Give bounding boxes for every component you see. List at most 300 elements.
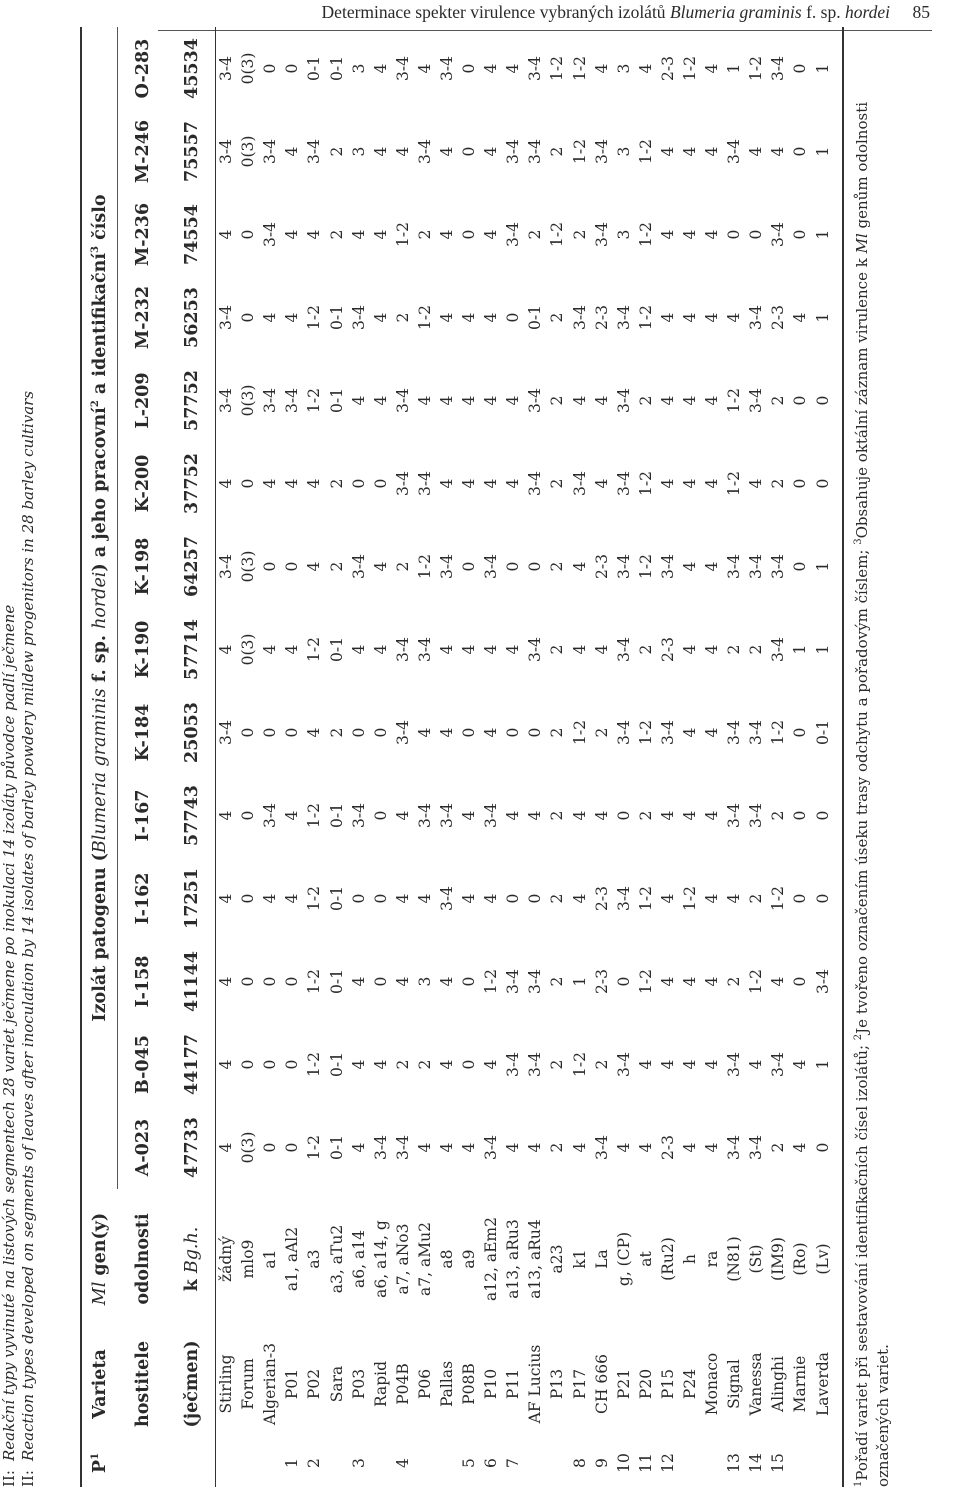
cell-reaction-type: 1-2 — [482, 969, 501, 994]
cell-reaction-type: 4 — [482, 312, 501, 323]
cell-reaction-type: 0 — [813, 478, 832, 489]
cell-reaction-type: 0(3) — [239, 633, 258, 666]
cell-reaction-type: 2 — [548, 893, 567, 904]
cell-reaction-type: 2 — [636, 810, 655, 821]
cell-reaction-type: 4 — [283, 146, 302, 157]
cell-p-order: 3 — [349, 1458, 368, 1468]
cell-reaction-type: 1-2 — [570, 56, 589, 81]
cell-p-order — [436, 1439, 458, 1487]
table-caption-english — [19, 27, 37, 1487]
cell-reaction-type: 2 — [548, 561, 567, 572]
cell-reaction-type: 3-4 — [504, 222, 523, 247]
cell-reaction-type: 4 — [371, 63, 390, 74]
header-row — [82, 27, 118, 1487]
cell-reaction-type: 3 — [614, 229, 633, 240]
cell-variety: Forum — [239, 1358, 258, 1410]
cell-reaction-type: 4 — [305, 727, 324, 738]
cell-reaction-type: 3-4 — [725, 803, 744, 828]
cell-reaction-type: 3-4 — [725, 720, 744, 745]
cell-reaction-type: 4 — [658, 312, 677, 323]
cell-reaction-type: 0 — [791, 893, 810, 904]
cell-reaction-type: 1 — [813, 146, 832, 157]
cell-genes: ra — [703, 1250, 722, 1268]
cell-reaction-type: 4 — [681, 1142, 700, 1153]
cell-reaction-type: 4 — [371, 644, 390, 655]
cell-reaction-type: 0 — [283, 727, 302, 738]
cell-reaction-type: 1-2 — [305, 637, 324, 662]
cell-reaction-type: 4 — [504, 63, 523, 74]
cell-reaction-type: 1-2 — [636, 471, 655, 496]
cell-genes: at — [636, 1251, 655, 1267]
cell-reaction-type: 4 — [371, 395, 390, 406]
cell-reaction-type: 2 — [636, 395, 655, 406]
cell-reaction-type: 0 — [261, 976, 280, 987]
col-header-isolate-id: 45534 — [181, 38, 202, 99]
cell-reaction-type: 0 — [239, 1059, 258, 1070]
cell-reaction-type: 3-4 — [747, 720, 766, 745]
cell-reaction-type: 4 — [460, 810, 479, 821]
cell-reaction-type: 1-2 — [636, 139, 655, 164]
col-header-isolate-id: 41144 — [181, 951, 202, 1012]
col-header-isolate: O-283 — [133, 38, 153, 99]
table-row — [701, 27, 723, 1487]
cell-reaction-type: 4 — [393, 810, 412, 821]
cell-reaction-type: 1-2 — [305, 1052, 324, 1077]
cell-p-order — [679, 1439, 701, 1487]
cell-reaction-type: 0-1 — [327, 637, 346, 662]
cell-reaction-type: 0 — [261, 561, 280, 572]
cell-reaction-type: 0 — [791, 395, 810, 406]
cell-reaction-type: 4 — [371, 1059, 390, 1070]
cell-reaction-type: 1-2 — [636, 720, 655, 745]
cell-reaction-type: 3-4 — [437, 554, 456, 579]
cell-variety: P20 — [636, 1368, 655, 1400]
table-row — [613, 27, 635, 1487]
cell-reaction-type: 4 — [592, 810, 611, 821]
cell-reaction-type: 4 — [703, 810, 722, 821]
cell-reaction-type: 3-4 — [725, 1135, 744, 1160]
cell-reaction-type: 0 — [349, 727, 368, 738]
cell-reaction-type: 4 — [614, 1142, 633, 1153]
cell-reaction-type: 1-2 — [415, 305, 434, 330]
cell-variety: P13 — [548, 1368, 567, 1400]
cell-reaction-type: 3-4 — [592, 139, 611, 164]
cell-p-order: 10 — [614, 1453, 633, 1473]
cell-p-order: 7 — [504, 1458, 523, 1468]
cell-reaction-type: 4 — [217, 1142, 236, 1153]
cell-reaction-type: 3-4 — [725, 554, 744, 579]
cell-reaction-type: 4 — [217, 893, 236, 904]
table-row — [679, 27, 701, 1487]
cell-variety: P08B — [460, 1363, 479, 1405]
cell-genes: a6, a14 — [349, 1230, 368, 1288]
cell-reaction-type: 0 — [283, 561, 302, 572]
cell-reaction-type: 0-1 — [327, 1052, 346, 1077]
cell-reaction-type: 0 — [371, 727, 390, 738]
cell-reaction-type: 4 — [526, 810, 545, 821]
cell-reaction-type: 2 — [327, 727, 346, 738]
cell-reaction-type: 1-2 — [725, 471, 744, 496]
cell-reaction-type: 4 — [681, 644, 700, 655]
cell-reaction-type: 4 — [415, 63, 434, 74]
cell-reaction-type: 4 — [393, 146, 412, 157]
cell-reaction-type: 4 — [482, 63, 501, 74]
cell-reaction-type: 0 — [261, 63, 280, 74]
cell-reaction-type: 2-3 — [658, 1135, 677, 1160]
cell-reaction-type: 4 — [570, 893, 589, 904]
cell-reaction-type: 1-2 — [636, 305, 655, 330]
cell-variety: P06 — [415, 1368, 434, 1400]
cell-reaction-type: 3-4 — [415, 139, 434, 164]
cell-reaction-type: 3-4 — [437, 803, 456, 828]
cell-reaction-type: 4 — [437, 229, 456, 240]
cell-reaction-type: 0 — [283, 63, 302, 74]
cell-reaction-type: 3-4 — [614, 1052, 633, 1077]
cell-reaction-type: 4 — [681, 810, 700, 821]
cell-p-order — [237, 1439, 259, 1487]
cell-reaction-type: 3-4 — [393, 388, 412, 413]
cell-p-order: 6 — [482, 1458, 501, 1468]
cell-reaction-type: 4 — [283, 893, 302, 904]
cell-reaction-type: 1-2 — [636, 554, 655, 579]
cell-reaction-type: 3-4 — [261, 222, 280, 247]
cell-reaction-type: 4 — [592, 395, 611, 406]
col-header-isolate-id: 57714 — [181, 619, 202, 680]
cell-genes: a13, aRu3 — [504, 1219, 523, 1299]
cell-variety: Algerian-3 — [261, 1343, 280, 1425]
running-title-forma: hordei — [844, 2, 890, 22]
cell-reaction-type: 4 — [592, 478, 611, 489]
cell-variety: AF Lucius — [526, 1344, 545, 1424]
cell-reaction-type: 2 — [327, 478, 346, 489]
cell-reaction-type: 3-4 — [747, 803, 766, 828]
cell-reaction-type: 0 — [349, 893, 368, 904]
cell-reaction-type: 2-3 — [592, 886, 611, 911]
cell-reaction-type: 3-4 — [393, 471, 412, 496]
cell-reaction-type: 3-4 — [725, 139, 744, 164]
cell-reaction-type: 4 — [393, 976, 412, 987]
cell-reaction-type: 3-4 — [614, 637, 633, 662]
cell-reaction-type: 3-4 — [349, 554, 368, 579]
cell-p-order: 2 — [305, 1458, 324, 1468]
cell-reaction-type: 3-4 — [526, 1052, 545, 1077]
cell-reaction-type: 0 — [239, 229, 258, 240]
cell-reaction-type: 3-4 — [614, 554, 633, 579]
cell-reaction-type: 4 — [681, 976, 700, 987]
cell-genes: (N81) — [725, 1236, 744, 1282]
cell-genes: a8 — [437, 1249, 456, 1269]
cell-reaction-type: 4 — [703, 229, 722, 240]
cell-reaction-type: 0 — [791, 146, 810, 157]
cell-genes: g, (CP) — [614, 1231, 633, 1287]
cell-reaction-type: 3-4 — [482, 803, 501, 828]
cell-reaction-type: 4 — [747, 1059, 766, 1070]
cell-reaction-type: 2 — [725, 976, 744, 987]
cell-reaction-type: 3-4 — [747, 388, 766, 413]
table-row — [767, 27, 789, 1487]
cell-reaction-type: 3-4 — [747, 554, 766, 579]
cell-reaction-type: 3-4 — [769, 222, 788, 247]
cell-reaction-type: 4 — [570, 644, 589, 655]
table-row — [237, 27, 259, 1487]
cell-reaction-type: 4 — [482, 395, 501, 406]
cell-reaction-type: 3-4 — [415, 637, 434, 662]
cell-reaction-type: 0(3) — [239, 550, 258, 583]
cell-genes: a12, aEm2 — [482, 1217, 501, 1301]
cell-reaction-type: 4 — [482, 644, 501, 655]
cell-reaction-type: 4 — [791, 1142, 810, 1153]
cell-p-order — [414, 1439, 436, 1487]
cell-reaction-type: 4 — [636, 63, 655, 74]
cell-reaction-type: 2 — [415, 1059, 434, 1070]
cell-reaction-type: 0 — [791, 810, 810, 821]
cell-reaction-type: 4 — [681, 395, 700, 406]
cell-reaction-type: 0-1 — [327, 305, 346, 330]
cell-reaction-type: 3-4 — [371, 1135, 390, 1160]
cell-p-order: 12 — [658, 1453, 677, 1473]
page-number: 85 — [912, 2, 930, 22]
cell-reaction-type: 3-4 — [769, 1052, 788, 1077]
cell-reaction-type: 3-4 — [217, 56, 236, 81]
cell-reaction-type: 1-2 — [747, 969, 766, 994]
cell-reaction-type: 4 — [482, 1059, 501, 1070]
cell-p-order: 11 — [636, 1453, 655, 1473]
table-row — [259, 27, 281, 1487]
cell-reaction-type: 3-4 — [217, 139, 236, 164]
col-header-isolate: A-023 — [133, 1118, 153, 1177]
cell-reaction-type: 2 — [548, 644, 567, 655]
cell-reaction-type: 4 — [371, 561, 390, 572]
cell-variety: CH 666 — [592, 1354, 611, 1414]
cell-variety: P15 — [658, 1368, 677, 1400]
cell-reaction-type: 2 — [548, 976, 567, 987]
cell-reaction-type: 0 — [349, 478, 368, 489]
cell-reaction-type: 4 — [437, 478, 456, 489]
cell-reaction-type: 2 — [327, 561, 346, 572]
cell-reaction-type: 4 — [703, 478, 722, 489]
cell-reaction-type: 4 — [460, 478, 479, 489]
cell-reaction-type: 0-1 — [305, 56, 324, 81]
cell-p-order — [524, 1439, 546, 1487]
cell-p-order: 5 — [460, 1458, 479, 1468]
col-header-isolate-id: 56253 — [181, 287, 202, 348]
cell-reaction-type: 2 — [769, 478, 788, 489]
cell-reaction-type: 3-4 — [747, 1135, 766, 1160]
cell-genes: a7, aMu2 — [415, 1222, 434, 1296]
cell-p-order — [701, 1439, 723, 1487]
cell-reaction-type: 3-4 — [349, 305, 368, 330]
cell-reaction-type: 4 — [504, 478, 523, 489]
table-row — [436, 27, 458, 1487]
cell-reaction-type: 0 — [460, 561, 479, 572]
cell-reaction-type: 4 — [504, 644, 523, 655]
col-header-genes: k Bg.h. — [181, 1226, 202, 1292]
cell-reaction-type: 3-4 — [526, 969, 545, 994]
cell-reaction-type: 4 — [703, 146, 722, 157]
cell-reaction-type: 4 — [725, 893, 744, 904]
cell-reaction-type: 4 — [681, 146, 700, 157]
cell-reaction-type: 0(3) — [239, 135, 258, 168]
cell-reaction-type: 3-4 — [592, 222, 611, 247]
cell-reaction-type: 4 — [349, 644, 368, 655]
col-header-isolate-id: 64257 — [181, 536, 202, 597]
cell-reaction-type: 1-2 — [415, 554, 434, 579]
table-row — [569, 27, 591, 1487]
cell-reaction-type: 0 — [371, 478, 390, 489]
col-header-isolate: I-167 — [133, 789, 153, 842]
rotated-table-block — [0, 15, 935, 1495]
cell-reaction-type: 1 — [791, 644, 810, 655]
col-header-isolate-id: 57743 — [181, 785, 202, 846]
cell-reaction-type: 2 — [747, 644, 766, 655]
col-header-isolate: K-184 — [133, 703, 153, 762]
cell-reaction-type: 4 — [437, 644, 456, 655]
table-bottom-rule — [842, 27, 844, 1487]
cell-reaction-type: 2 — [769, 395, 788, 406]
cell-reaction-type: 0 — [261, 1142, 280, 1153]
header-row — [168, 27, 215, 1487]
cell-reaction-type: 4 — [482, 478, 501, 489]
cell-reaction-type: 4 — [636, 1142, 655, 1153]
cell-p-order — [789, 1439, 811, 1487]
cell-reaction-type: 0 — [371, 893, 390, 904]
cell-reaction-type: 4 — [592, 644, 611, 655]
col-header-isolate-id: 57752 — [181, 370, 202, 431]
cell-reaction-type: 1-2 — [305, 969, 324, 994]
caption-label: II: — [19, 1470, 37, 1487]
table-row — [458, 27, 480, 1487]
cell-reaction-type: 0 — [504, 312, 523, 323]
col-header-isolate: M-236 — [133, 202, 153, 267]
col-header-genes: Ml gen(y) — [89, 1212, 110, 1306]
cell-reaction-type: 0-1 — [327, 803, 346, 828]
col-header-isolate-id: 37752 — [181, 453, 202, 514]
cell-reaction-type: 1-2 — [548, 222, 567, 247]
cell-reaction-type: 4 — [769, 976, 788, 987]
cell-reaction-type: 4 — [570, 1142, 589, 1153]
cell-reaction-type: 3-4 — [217, 720, 236, 745]
cell-reaction-type: 1 — [725, 63, 744, 74]
cell-reaction-type: 2-3 — [592, 969, 611, 994]
cell-reaction-type: 1-2 — [681, 886, 700, 911]
cell-reaction-type: 4 — [658, 1059, 677, 1070]
cell-reaction-type: 0-1 — [327, 56, 346, 81]
cell-reaction-type: 3-4 — [415, 803, 434, 828]
table-caption-czech — [0, 27, 18, 1487]
col-header-variety: (ječmen) — [181, 1340, 202, 1428]
col-header-isolate: K-190 — [133, 620, 153, 679]
cell-variety: P04B — [393, 1363, 412, 1405]
cell-reaction-type: 4 — [725, 312, 744, 323]
cell-reaction-type: 3-4 — [614, 471, 633, 496]
cell-reaction-type: 4 — [437, 312, 456, 323]
cell-reaction-type: 0 — [791, 561, 810, 572]
cell-reaction-type: 1 — [813, 561, 832, 572]
table-row — [348, 27, 370, 1487]
col-header-isolate-id: 47733 — [181, 1117, 202, 1178]
col-header-isolate: L-209 — [133, 372, 153, 429]
cell-reaction-type: 3-4 — [769, 56, 788, 81]
table-row — [723, 27, 745, 1487]
cell-reaction-type: 4 — [658, 146, 677, 157]
cell-reaction-type: 3-4 — [393, 1135, 412, 1160]
cell-reaction-type: 4 — [283, 229, 302, 240]
table-row — [546, 27, 568, 1487]
cell-reaction-type: 2 — [327, 146, 346, 157]
cell-reaction-type: 3-4 — [437, 56, 456, 81]
cell-reaction-type: 4 — [570, 810, 589, 821]
cell-reaction-type: 3-4 — [217, 554, 236, 579]
caption-text: Reaction types developed on segments of leaves after inoculation by 14 isolates of barley powdery mildew progenitors in 28 barley cultivars — [19, 390, 37, 1461]
cell-reaction-type: 0 — [261, 1059, 280, 1070]
col-header-variety: hostitele — [132, 1341, 153, 1427]
cell-reaction-type: 0-1 — [327, 1135, 346, 1160]
cell-reaction-type: 2 — [725, 644, 744, 655]
table-row — [480, 27, 502, 1487]
cell-reaction-type: 4 — [703, 976, 722, 987]
cell-reaction-type: 1-2 — [305, 803, 324, 828]
cell-reaction-type: 2 — [548, 146, 567, 157]
cell-reaction-type: 2 — [548, 1059, 567, 1070]
table-row — [215, 27, 237, 1487]
cell-reaction-type: 0 — [239, 810, 258, 821]
cell-reaction-type: 4 — [526, 1142, 545, 1153]
cell-reaction-type: 4 — [703, 63, 722, 74]
cell-reaction-type: 1-2 — [570, 720, 589, 745]
cell-reaction-type: 4 — [747, 478, 766, 489]
cell-reaction-type: 4 — [681, 229, 700, 240]
cell-reaction-type: 2 — [526, 229, 545, 240]
cell-reaction-type: 3-4 — [283, 388, 302, 413]
cell-genes: a23 — [548, 1244, 567, 1274]
cell-reaction-type: 1 — [813, 1059, 832, 1070]
col-header-variety: Varieta — [89, 1349, 110, 1419]
cell-reaction-type: 4 — [460, 644, 479, 655]
cell-reaction-type: 0-1 — [327, 969, 346, 994]
table-row — [591, 27, 613, 1487]
header-row — [118, 27, 169, 1487]
cell-reaction-type: 4 — [437, 1059, 456, 1070]
cell-reaction-type: 0 — [504, 727, 523, 738]
cell-reaction-type: 2 — [592, 1059, 611, 1070]
cell-reaction-type: 0 — [813, 893, 832, 904]
cell-reaction-type: 4 — [703, 1142, 722, 1153]
cell-reaction-type: 4 — [769, 146, 788, 157]
table-row — [657, 27, 679, 1487]
col-header-genes: odolnosti — [132, 1213, 153, 1305]
cell-p-order — [812, 1439, 834, 1487]
cell-reaction-type: 4 — [349, 395, 368, 406]
cell-reaction-type: 3-4 — [526, 388, 545, 413]
cell-reaction-type: 0 — [460, 229, 479, 240]
table-row — [524, 27, 546, 1487]
cell-genes: a3 — [305, 1249, 324, 1269]
cell-p-order: 13 — [725, 1453, 744, 1473]
cell-reaction-type: 2 — [548, 727, 567, 738]
cell-reaction-type: 4 — [283, 644, 302, 655]
cell-reaction-type: 3 — [415, 976, 434, 987]
col-header-p: $P^1$ — [89, 1452, 110, 1474]
cell-reaction-type: 0 — [813, 395, 832, 406]
cell-reaction-type: 1-2 — [305, 1135, 324, 1160]
cell-variety: Alinghi — [769, 1356, 788, 1412]
cell-genes: (Ro) — [791, 1242, 810, 1276]
cell-reaction-type: 1-2 — [305, 388, 324, 413]
cell-reaction-type: 4 — [349, 229, 368, 240]
cell-genes: žádný — [217, 1235, 236, 1283]
cell-reaction-type: 0-1 — [526, 305, 545, 330]
cell-reaction-type: 4 — [415, 727, 434, 738]
